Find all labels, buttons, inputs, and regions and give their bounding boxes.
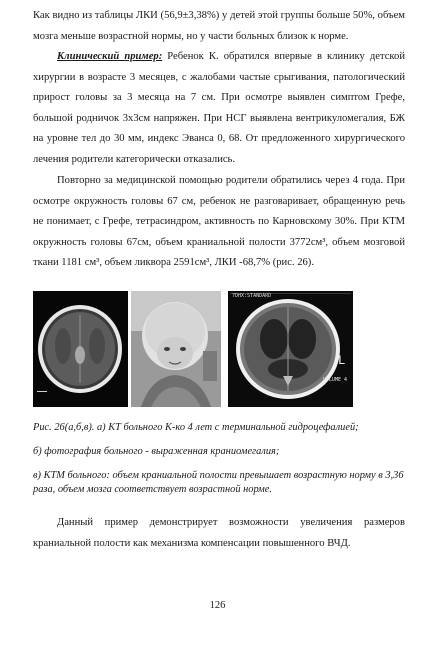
paragraph-conclusion: Данный пример демонстрирует возможности увеличения размеров краниальной полости как механизма компенсации повышенного ВЧД. [33,517,405,549]
ct-volumetry-image-c [228,291,353,407]
ct-right-header-text: 7DHX:STANDARD [232,293,272,299]
clinical-example-label: Клинический пример: [57,51,163,62]
page-number: 126 [209,600,226,611]
paragraph-repeat-visit: Повторно за медицинской помощью родители обратились через 4 года. При осмотре окружность головы 67 см, ребенок не разговаривает, обращенную речь не понимает, с Грефе, тетрасиндром, активность по Карновскому 30%. При КТМ окружность головы 67см, объем краниальной полости 3772см³, объем мозговой ткани 1181 см³, объем ликвора 2591см³, ЛКИ -68,7% (рис. 26). [33,175,405,268]
paragraph-clinical-example [33,47,405,170]
paragraph-intro: Как видно из таблицы ЛКИ (56,9±3,38%) у детей этой группы больше 50%, объем мозга меньше возрастной нормы, но у части больных близок к норме. [33,10,405,42]
ct-right-badge: L [338,353,345,367]
ct-scan-image-a [33,291,128,407]
clinical-example-text: Ребенок К. обратился впервые в клинику детской хирургии в возрасте 3 месяцев, с жалобами частые срыгивания, патологический прирост головы за 3 месяца на 7 см. При осмотре выявлен симптом Грефе, большой родничок 3х3см напряжен. При НСГ выявлена вентрикуломегалия, БЖ на уровне тел до 30 мм, индекс Эванса 0, 68. От предложенного хирургического лечения родители категорически отказались. [33,51,405,165]
patient-photo-graphic [131,291,221,407]
ct-volumetry-graphic [228,291,353,407]
patient-photo-image-b [131,291,221,407]
caption-a: Рис. 26(а,б,в). а) КТ больного К-ко 4 лет с терминальной гидроцефалией; [33,422,359,433]
ct-right-info-text: VOLUME 4 [322,377,347,383]
ct-scan-a-graphic [33,291,128,407]
caption-b: б) фотография больного - выраженная краниомегалия; [33,446,280,457]
caption-c: в) КТМ больного: объем краниальной полости превышает возрастную норму в 3,36 раза, объем мозга соответствует возрастной норме. [33,470,404,495]
